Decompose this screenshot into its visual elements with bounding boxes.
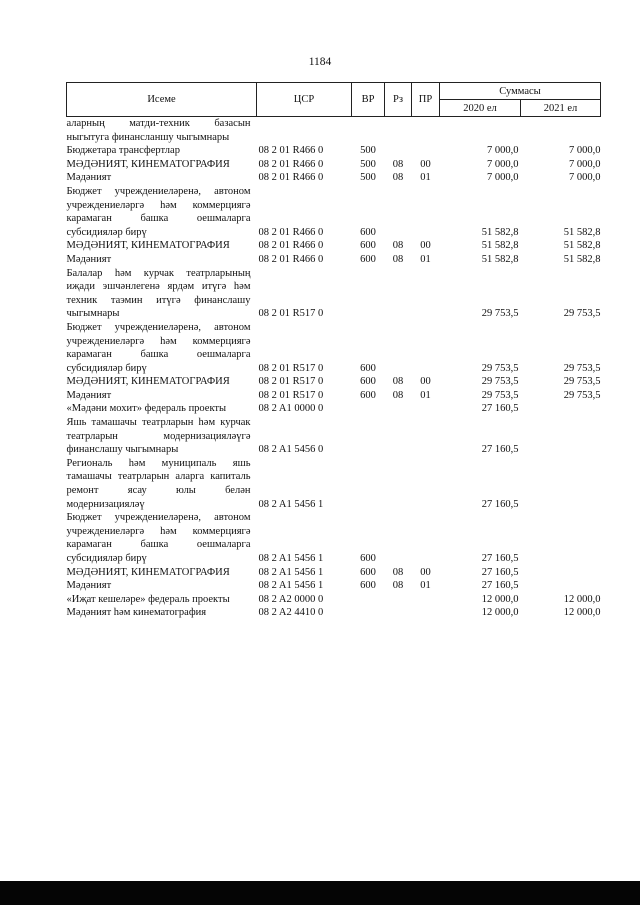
table-row xyxy=(67,185,601,239)
table-row xyxy=(67,375,601,389)
table-row xyxy=(67,239,601,253)
header-csr: ЦСР xyxy=(257,83,352,117)
row-rz xyxy=(385,267,412,321)
row-amount-2020: 7 000,0 xyxy=(487,172,519,184)
row-pr: 01 xyxy=(420,580,431,592)
row-rz xyxy=(385,511,412,565)
row-amount-2020: 29 753,5 xyxy=(481,376,519,388)
budget-table xyxy=(66,82,601,620)
row-pr xyxy=(412,457,440,511)
header-year-2021: 2021 ел xyxy=(521,100,601,117)
row-amount-2021: 51 582,8 xyxy=(563,240,601,252)
row-amount-2020 xyxy=(440,117,521,145)
row-amount-2021: 12 000,0 xyxy=(563,593,601,605)
row-csr: 08 2 01 R517 0 xyxy=(258,362,324,374)
row-rz xyxy=(385,117,412,145)
row-csr: 08 2 01 R466 0 xyxy=(258,145,324,157)
row-amount-2021: 12 000,0 xyxy=(563,607,601,619)
row-vr: 600 xyxy=(360,362,376,374)
page-number: 1184 xyxy=(308,56,332,68)
row-name: Бюджет учреждениеләренә, автоном учреждениеләргә һәм коммерциягә карамаган башка оешмаларга субсидияләр бирү xyxy=(66,321,251,374)
row-amount-2021: 51 582,8 xyxy=(563,226,601,238)
row-pr: 00 xyxy=(420,566,431,578)
table-row xyxy=(67,566,601,580)
row-csr: 08 2 01 R517 0 xyxy=(258,376,324,388)
row-name: Мәдәният xyxy=(66,172,112,184)
row-amount-2020: 29 753,5 xyxy=(481,389,519,401)
row-vr xyxy=(352,267,385,321)
row-vr xyxy=(352,457,385,511)
row-pr xyxy=(412,144,440,158)
row-amount-2021 xyxy=(521,117,601,145)
row-amount-2020: 29 753,5 xyxy=(481,362,519,374)
row-pr xyxy=(412,511,440,565)
row-amount-2020: 7 000,0 xyxy=(487,158,519,170)
row-amount-2021: 29 753,5 xyxy=(563,308,601,320)
row-rz xyxy=(385,593,412,607)
row-csr: 08 2 01 R466 0 xyxy=(258,172,324,184)
row-amount-2020: 27 160,5 xyxy=(481,498,519,510)
row-csr: 08 2 01 R517 0 xyxy=(258,308,324,320)
row-amount-2020: 12 000,0 xyxy=(481,607,519,619)
row-csr: 08 2 01 R466 0 xyxy=(258,226,324,238)
row-amount-2021 xyxy=(521,402,601,416)
row-amount-2020: 51 582,8 xyxy=(481,240,519,252)
row-vr: 500 xyxy=(360,145,376,157)
table-row xyxy=(67,579,601,593)
table-row xyxy=(67,389,601,403)
row-vr xyxy=(352,416,385,457)
row-vr: 600 xyxy=(360,566,376,578)
row-pr: 01 xyxy=(420,172,431,184)
row-pr: 01 xyxy=(420,389,431,401)
row-vr xyxy=(352,402,385,416)
row-rz xyxy=(385,144,412,158)
row-name: «Мәдәни мохит» федераль проекты xyxy=(66,403,227,415)
row-amount-2020: 12 000,0 xyxy=(481,593,519,605)
row-pr xyxy=(412,267,440,321)
table-row xyxy=(67,144,601,158)
row-amount-2020: 51 582,8 xyxy=(481,253,519,265)
row-csr xyxy=(257,117,352,145)
row-rz: 08 xyxy=(392,376,404,388)
row-rz: 08 xyxy=(392,240,404,252)
row-csr: 08 2 A2 0000 0 xyxy=(258,593,324,605)
row-amount-2021: 29 753,5 xyxy=(563,362,601,374)
row-amount-2021 xyxy=(521,416,601,457)
table-row xyxy=(67,158,601,172)
row-vr: 600 xyxy=(360,226,376,238)
row-pr xyxy=(412,321,440,375)
table-row xyxy=(67,321,601,375)
row-vr: 600 xyxy=(360,389,376,401)
table-row xyxy=(67,593,601,607)
row-rz: 08 xyxy=(392,253,404,265)
row-csr: 08 2 A1 0000 0 xyxy=(258,403,324,415)
row-vr: 500 xyxy=(360,172,376,184)
row-amount-2020: 29 753,5 xyxy=(481,308,519,320)
row-name: «Иҗат кешеләре» федераль проекты xyxy=(66,593,230,605)
row-amount-2020: 27 160,5 xyxy=(481,444,519,456)
row-amount-2020: 27 160,5 xyxy=(481,580,519,592)
row-name: Яшь тамашачы театрларын һәм курчак театрларын модернизацияләүгә финанслашу чыгымнары xyxy=(66,417,251,456)
row-rz: 08 xyxy=(392,566,404,578)
row-pr xyxy=(412,606,440,620)
row-name: Балалар һәм курчак театрларының иҗади эшчәнлегенә ярдәм итүгә һәм техник таэмин итүгә финанслашу чыгымнары xyxy=(66,267,251,320)
row-rz xyxy=(385,457,412,511)
table-row xyxy=(67,267,601,321)
row-vr: 600 xyxy=(360,240,376,252)
row-csr: 08 2 A1 5456 1 xyxy=(258,580,324,592)
row-name: Мәдәният xyxy=(66,253,112,265)
row-name: Бюджетара трансфертлар xyxy=(66,145,180,157)
row-amount-2021: 7 000,0 xyxy=(569,158,601,170)
row-vr xyxy=(352,117,385,145)
row-rz xyxy=(385,185,412,239)
row-csr: 08 2 A1 5456 1 xyxy=(258,498,324,510)
header-year-2020: 2020 ел xyxy=(440,100,521,117)
row-name: аларның матди-техник базасын ныгытуга финансланшу чыгымнары xyxy=(66,118,251,143)
row-name: МӘДӘНИЯТ, КИНЕМАТОГРАФИЯ xyxy=(66,158,230,170)
row-pr xyxy=(412,416,440,457)
header-vr: ВР xyxy=(352,83,385,117)
row-amount-2021: 29 753,5 xyxy=(563,389,601,401)
row-pr: 01 xyxy=(420,253,431,265)
row-pr: 00 xyxy=(420,158,431,170)
row-name: Мәдәният xyxy=(66,389,112,401)
row-rz xyxy=(385,321,412,375)
table-row xyxy=(67,457,601,511)
table-row xyxy=(67,253,601,267)
row-amount-2020: 27 160,5 xyxy=(481,566,519,578)
row-name: Мәдәният xyxy=(66,580,112,592)
row-rz: 08 xyxy=(392,172,404,184)
header-rz: Рз xyxy=(385,83,412,117)
row-name: Мәдәният һәм кинематография xyxy=(66,607,207,619)
table-row xyxy=(67,606,601,620)
row-pr xyxy=(412,402,440,416)
table-row xyxy=(67,402,601,416)
row-csr: 08 2 A1 5456 1 xyxy=(258,566,324,578)
header-name: Исеме xyxy=(67,83,257,117)
row-csr: 08 2 A1 5456 1 xyxy=(258,553,324,564)
row-name: Бюджет учреждениеләренә, автоном учреждениеләргә һәм коммерциягә карамаган башка оешмаларга субсидияләр бирү xyxy=(66,185,251,238)
row-amount-2021: 51 582,8 xyxy=(563,253,601,265)
table-header xyxy=(67,83,601,117)
table-body xyxy=(67,117,601,620)
table-row xyxy=(67,416,601,457)
row-csr: 08 2 01 R466 0 xyxy=(258,253,324,265)
row-csr: 08 2 01 R517 0 xyxy=(258,389,324,401)
row-pr: 00 xyxy=(420,376,431,388)
row-csr: 08 2 01 R466 0 xyxy=(258,158,324,170)
row-amount-2021 xyxy=(521,511,601,565)
row-rz xyxy=(385,402,412,416)
row-name: Региональ һәм муниципаль яшь тамашачы театрларын аларга капиталь ремонт ясау юлы белән модернизацияләү xyxy=(66,457,251,510)
row-pr: 00 xyxy=(420,240,431,252)
row-name: МӘДӘНИЯТ, КИНЕМАТОГРАФИЯ xyxy=(66,240,230,252)
row-vr xyxy=(352,606,385,620)
row-amount-2021 xyxy=(521,566,601,580)
row-amount-2020: 27 160,5 xyxy=(481,403,519,415)
row-vr: 600 xyxy=(360,376,376,388)
row-vr: 500 xyxy=(360,158,376,170)
row-name: Бюджет учреждениеләренә, автоном учреждениеләргә һәм коммерциягә карамаган башка оешмаларга субсидияләр бирү xyxy=(66,512,251,564)
table-row xyxy=(67,117,601,145)
table-row xyxy=(67,511,601,565)
row-amount-2020: 7 000,0 xyxy=(487,145,519,157)
row-pr xyxy=(412,117,440,145)
header-pr: ПР xyxy=(412,83,440,117)
row-name: МӘДӘНИЯТ, КИНЕМАТОГРАФИЯ xyxy=(66,566,230,578)
row-amount-2021: 29 753,5 xyxy=(563,376,601,388)
table-row xyxy=(67,171,601,185)
row-rz: 08 xyxy=(392,158,404,170)
row-rz: 08 xyxy=(392,389,404,401)
row-csr: 08 2 01 R466 0 xyxy=(258,240,324,252)
row-rz xyxy=(385,416,412,457)
scan-edge xyxy=(0,881,640,905)
header-sums: Суммасы xyxy=(440,83,601,100)
row-amount-2021: 7 000,0 xyxy=(569,145,601,157)
row-amount-2021 xyxy=(521,579,601,593)
row-amount-2020: 27 160,5 xyxy=(481,553,519,564)
row-name: МӘДӘНИЯТ, КИНЕМАТОГРАФИЯ xyxy=(66,376,230,388)
row-csr: 08 2 A2 4410 0 xyxy=(258,607,324,619)
row-rz: 08 xyxy=(392,580,404,592)
row-amount-2021 xyxy=(521,457,601,511)
row-amount-2021: 7 000,0 xyxy=(569,172,601,184)
row-vr: 600 xyxy=(360,580,376,592)
row-rz xyxy=(385,606,412,620)
row-vr xyxy=(352,593,385,607)
row-pr xyxy=(412,185,440,239)
row-amount-2020: 51 582,8 xyxy=(481,226,519,238)
row-vr: 600 xyxy=(360,253,376,265)
row-vr: 600 xyxy=(360,553,376,564)
row-pr xyxy=(412,593,440,607)
row-csr: 08 2 A1 5456 0 xyxy=(258,444,324,456)
